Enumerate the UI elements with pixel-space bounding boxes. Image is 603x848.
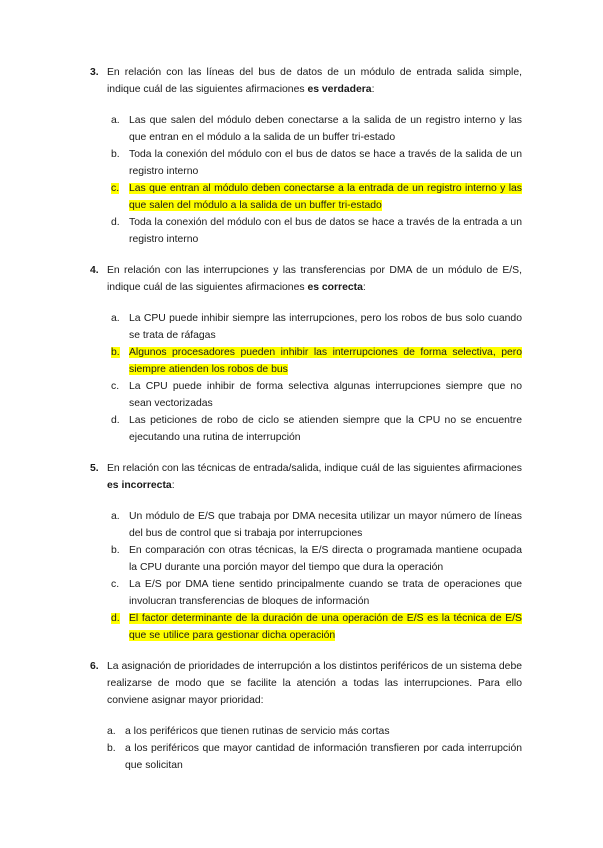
option-text: Las peticiones de robo de ciclo se atienden siempre que la CPU no se encuentre ejecutando una rutina de interrupción [129, 415, 522, 443]
options-list [107, 723, 522, 774]
question-emphasis: es verdadera [307, 84, 372, 95]
option-letter: a. [111, 115, 120, 126]
option-c [111, 576, 522, 610]
option-d [111, 214, 522, 248]
options-list [111, 310, 522, 446]
question-text-main: En relación con las técnicas de entrada/salida, indique cuál de las siguientes afirmaciones [107, 463, 522, 474]
question-6 [90, 658, 522, 774]
question-3 [90, 64, 522, 248]
option-a [111, 112, 522, 146]
question-emphasis: es incorrecta [107, 480, 172, 491]
option-letter: b. [111, 545, 120, 556]
option-a [107, 723, 522, 740]
question-header [90, 460, 522, 494]
option-d [111, 412, 522, 446]
option-b [111, 146, 522, 180]
option-text: En comparación con otras técnicas, la E/S directa o programada mantiene ocupada la CPU durante una porción mayor del tiempo que dura la operación [129, 545, 522, 573]
question-number: 4. [90, 265, 99, 276]
option-text: Toda la conexión del módulo con el bus de datos se hace a través de la entrada a un registro interno [129, 217, 522, 245]
question-text [107, 262, 522, 296]
option-text: Toda la conexión del módulo con el bus de datos se hace a través de la salida de un registro interno [129, 149, 522, 177]
option-b [111, 542, 522, 576]
question-text [107, 460, 522, 494]
option-letter: b. [111, 149, 120, 160]
question-text-end: : [371, 84, 375, 95]
option-c [111, 378, 522, 412]
question-header [90, 64, 522, 98]
option-letter: c. [111, 183, 120, 194]
option-letter: a. [107, 726, 116, 737]
option-letter: b. [111, 347, 120, 358]
option-letter: d. [111, 217, 120, 228]
question-emphasis: es correcta [307, 282, 363, 293]
option-text: Las que entran al módulo deben conectarse a la entrada de un registro interno y las que salen del módulo a la salida de un buffer tri-estado [129, 183, 522, 211]
option-text: Algunos procesadores pueden inhibir las interrupciones de forma selectiva, pero siempre atienden los robos de bus [129, 347, 522, 375]
option-text: La CPU puede inhibir siempre las interrupciones, pero los robos de bus solo cuando se trata de ráfagas [129, 313, 522, 341]
option-b [107, 740, 522, 774]
option-letter: a. [111, 313, 120, 324]
question-text: La asignación de prioridades de interrupción a los distintos periféricos de un sistema debe realizarse de modo que se facilite la atención a todas las interrupciones. Para ello conviene asignar mayor prioridad: [107, 661, 522, 706]
options-list [111, 112, 522, 248]
option-letter: c. [111, 381, 120, 392]
option-b-highlighted [111, 344, 522, 378]
option-a [111, 310, 522, 344]
question-4 [90, 262, 522, 446]
option-text: a los periféricos que mayor cantidad de información transfieren por cada interrupción que solicitan [125, 743, 522, 771]
option-letter: b. [107, 743, 116, 754]
option-text: Las que salen del módulo deben conectarse a la salida de un registro interno y las que entran en el módulo a la salida de un buffer tri-estado [129, 115, 522, 143]
question-text [107, 64, 522, 98]
option-text: Un módulo de E/S que trabaja por DMA necesita utilizar un mayor número de líneas del bus de control que si trabaja por interrupciones [129, 511, 522, 539]
option-c-highlighted [111, 180, 522, 214]
question-number: 6. [90, 661, 99, 672]
option-d-highlighted [111, 610, 522, 644]
option-text: La E/S por DMA tiene sentido principalmente cuando se trata de operaciones que involucran transferencias de bloques de información [129, 579, 522, 607]
option-letter: d. [111, 613, 120, 624]
question-text-end: : [362, 282, 366, 293]
question-number: 5. [90, 463, 99, 474]
option-letter: c. [111, 579, 120, 590]
question-header [90, 262, 522, 296]
question-header [90, 658, 522, 709]
option-letter: a. [111, 511, 120, 522]
question-text-main: En relación con las líneas del bus de datos de un módulo de entrada salida simple, indique cuál de las siguientes afirmaciones [107, 67, 522, 95]
option-text: a los periféricos que tienen rutinas de servicio más cortas [125, 726, 390, 737]
question-5 [90, 460, 522, 644]
option-letter: d. [111, 415, 120, 426]
option-text: La CPU puede inhibir de forma selectiva algunas interrupciones siempre que no sean vectorizadas [129, 381, 522, 409]
question-text-main: En relación con las interrupciones y las transferencias por DMA de un módulo de E/S, indique cuál de las siguientes afirmaciones [107, 265, 522, 293]
option-text: El factor determinante de la duración de una operación de E/S es la técnica de E/S que se utilice para gestionar dicha operación [129, 613, 522, 641]
options-list [111, 508, 522, 644]
option-a [111, 508, 522, 542]
question-text-end: : [171, 480, 175, 491]
question-number: 3. [90, 67, 99, 78]
